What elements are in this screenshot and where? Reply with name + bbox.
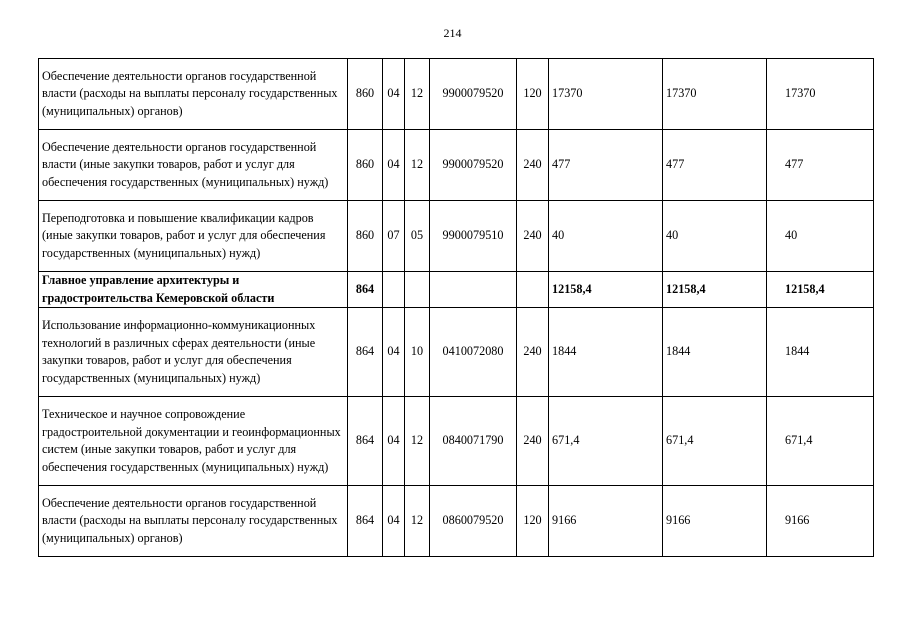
table-row — [39, 397, 874, 486]
section-code: 04 — [383, 308, 405, 397]
row-name: Техническое и научное сопровождение градостроительной документации и геоинформационных систем (иные закупки товаров, работ и услуг для обеспечения государственных (муниципальных) нужд) — [39, 397, 348, 486]
section-code: 04 — [383, 397, 405, 486]
amount-year-1: 12158,4 — [549, 272, 663, 308]
amount-year-1: 40 — [549, 201, 663, 272]
budget-table — [38, 58, 874, 557]
section-code: 07 — [383, 201, 405, 272]
subsection-code — [405, 272, 430, 308]
expense-type-code: 240 — [517, 308, 549, 397]
amount-year-1: 1844 — [549, 308, 663, 397]
expense-type-code: 240 — [517, 397, 549, 486]
target-code — [430, 272, 517, 308]
row-name: Обеспечение деятельности органов государственной власти (расходы на выплаты персоналу государственных (муниципальных) органов) — [39, 486, 348, 557]
table-row — [39, 201, 874, 272]
amount-year-2: 477 — [663, 130, 767, 201]
amount-year-1: 17370 — [549, 59, 663, 130]
ministry-code: 860 — [348, 59, 383, 130]
amount-year-1: 9166 — [549, 486, 663, 557]
amount-year-2: 9166 — [663, 486, 767, 557]
row-name: Обеспечение деятельности органов государственной власти (иные закупки товаров, работ и услуг для обеспечения государственных (муниципальных) нужд) — [39, 130, 348, 201]
row-name: Обеспечение деятельности органов государственной власти (расходы на выплаты персоналу государственных (муниципальных) органов) — [39, 59, 348, 130]
subsection-code: 12 — [405, 59, 430, 130]
target-code: 9900079520 — [430, 59, 517, 130]
section-code: 04 — [383, 130, 405, 201]
ministry-code: 864 — [348, 397, 383, 486]
amount-year-1: 477 — [549, 130, 663, 201]
expense-type-code — [517, 272, 549, 308]
amount-year-2: 1844 — [663, 308, 767, 397]
amount-year-3: 477 — [767, 130, 874, 201]
amount-year-2: 12158,4 — [663, 272, 767, 308]
table-row — [39, 486, 874, 557]
section-code: 04 — [383, 59, 405, 130]
target-code: 0410072080 — [430, 308, 517, 397]
subsection-code: 10 — [405, 308, 430, 397]
expense-type-code: 120 — [517, 59, 549, 130]
row-name: Переподготовка и повышение квалификации кадров (иные закупки товаров, работ и услуг для обеспечения государственных (муниципальных) нужд) — [39, 201, 348, 272]
expense-type-code: 240 — [517, 130, 549, 201]
expense-type-code: 120 — [517, 486, 549, 557]
target-code: 9900079520 — [430, 130, 517, 201]
table-row — [39, 308, 874, 397]
subsection-code: 12 — [405, 397, 430, 486]
table-row — [39, 130, 874, 201]
row-name: Главное управление архитектуры и градостроительства Кемеровской области — [39, 272, 348, 308]
amount-year-3: 9166 — [767, 486, 874, 557]
ministry-code: 864 — [348, 272, 383, 308]
amount-year-1: 671,4 — [549, 397, 663, 486]
amount-year-2: 671,4 — [663, 397, 767, 486]
subsection-code: 05 — [405, 201, 430, 272]
amount-year-2: 40 — [663, 201, 767, 272]
target-code: 9900079510 — [430, 201, 517, 272]
amount-year-3: 1844 — [767, 308, 874, 397]
subsection-code: 12 — [405, 130, 430, 201]
ministry-code: 860 — [348, 201, 383, 272]
amount-year-3: 40 — [767, 201, 874, 272]
ministry-code: 860 — [348, 130, 383, 201]
table-row-department-header — [39, 272, 874, 308]
ministry-code: 864 — [348, 486, 383, 557]
target-code: 0860079520 — [430, 486, 517, 557]
subsection-code: 12 — [405, 486, 430, 557]
amount-year-3: 17370 — [767, 59, 874, 130]
amount-year-3: 671,4 — [767, 397, 874, 486]
amount-year-2: 17370 — [663, 59, 767, 130]
expense-type-code: 240 — [517, 201, 549, 272]
table-row — [39, 59, 874, 130]
amount-year-3: 12158,4 — [767, 272, 874, 308]
ministry-code: 864 — [348, 308, 383, 397]
page-number: 214 — [443, 26, 462, 40]
section-code: 04 — [383, 486, 405, 557]
row-name: Использование информационно-коммуникационных технологий в различных сферах деятельности (иные закупки товаров, работ и услуг для обеспечения государственных (муниципальных) нужд) — [39, 308, 348, 397]
target-code: 0840071790 — [430, 397, 517, 486]
section-code — [383, 272, 405, 308]
